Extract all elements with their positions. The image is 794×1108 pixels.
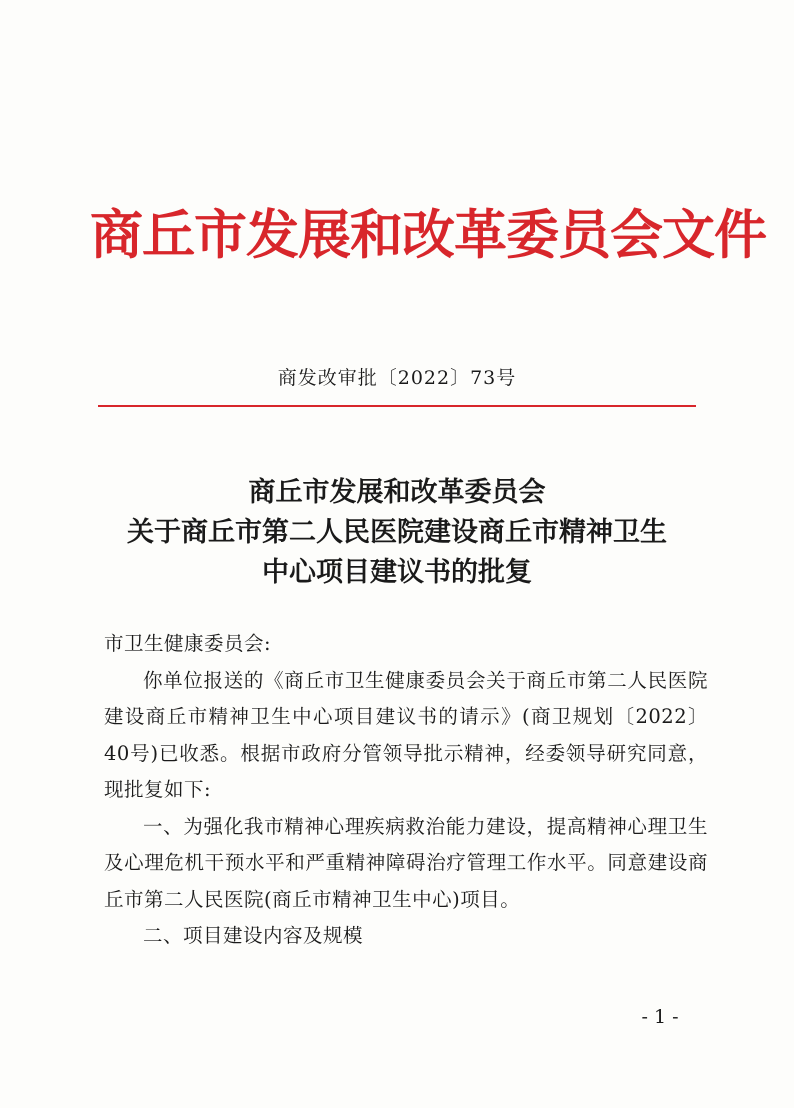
- red-divider-line: [98, 405, 696, 407]
- title-line-2: 关于商丘市第二人民医院建设商丘市精神卫生: [127, 517, 667, 548]
- addressee: 市卫生健康委员会:: [104, 632, 272, 655]
- title-line-3: 中心项目建议书的批复: [262, 557, 532, 588]
- document-title: [90, 473, 704, 593]
- document-body: [104, 626, 708, 955]
- document-number: 商发改审批〔2022〕73号: [277, 367, 517, 389]
- body-paragraph-3: 二、项目建设内容及规模: [143, 924, 364, 947]
- title-line-1: 商丘市发展和改革委员会: [248, 477, 546, 508]
- body-paragraph-1: 你单位报送的《商丘市卫生健康委员会关于商丘市第二人民医院建设商丘市精神卫生中心项目建议书的请示》(商卫规划〔2022〕40号)已收悉。根据市政府分管领导批示精神，经委领导研究同意，现批复如下:: [104, 668, 708, 801]
- body-paragraph-2: 一、为强化我市精神心理疾病救治能力建设，提高精神心理卫生及心理危机干预水平和严重精神障碍治疗管理工作水平。同意建设商丘市第二人民医院(商丘市精神卫生中心)项目。: [104, 814, 708, 911]
- issuer-header-title: 商丘市发展和改革委员会文件: [90, 205, 766, 266]
- page-number: - 1 -: [641, 1006, 679, 1028]
